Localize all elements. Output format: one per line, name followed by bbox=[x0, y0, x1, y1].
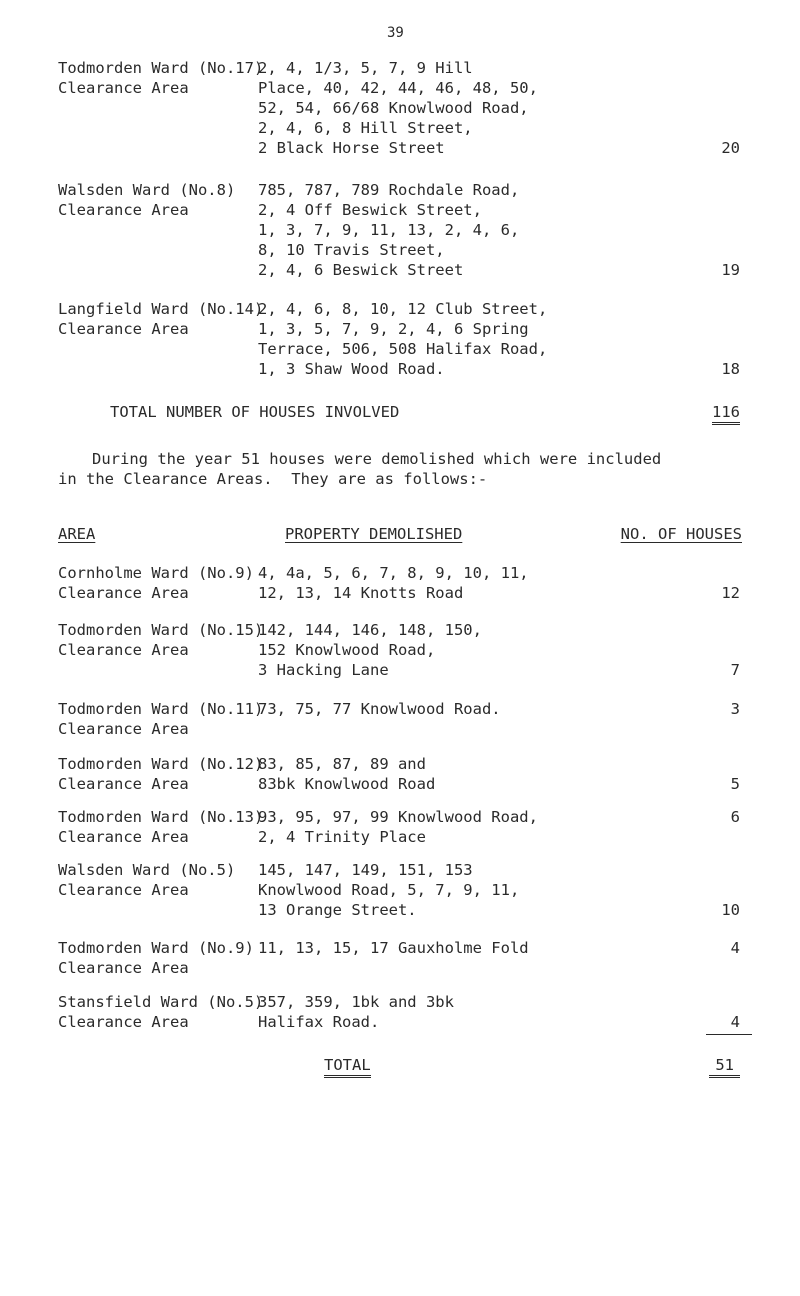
total-houses-value: 116 bbox=[712, 403, 740, 425]
house-count: 12 bbox=[721, 584, 740, 602]
property-line: 142, 144, 146, 148, 150, bbox=[258, 621, 482, 639]
area-type: Clearance Area bbox=[58, 584, 189, 602]
paragraph-line: in the Clearance Areas. They are as follows:- bbox=[58, 470, 488, 488]
property-line: 13 Orange Street. bbox=[258, 901, 417, 919]
area-name: Todmorden Ward (No.17) bbox=[58, 59, 264, 77]
property-line: 1, 3, 7, 9, 11, 13, 2, 4, 6, bbox=[258, 221, 520, 239]
property-line: Place, 40, 42, 44, 46, 48, 50, bbox=[258, 79, 538, 97]
house-count: 18 bbox=[721, 360, 740, 378]
property-line: 4, 4a, 5, 6, 7, 8, 9, 10, 11, bbox=[258, 564, 529, 582]
property-line: 2, 4, 6 Beswick Street bbox=[258, 261, 464, 279]
property-line: 785, 787, 789 Rochdale Road, bbox=[258, 181, 520, 199]
property-line: Halifax Road. bbox=[258, 1013, 380, 1031]
property-line: 83, 85, 87, 89 and bbox=[258, 755, 426, 773]
property-line: 2, 4 Trinity Place bbox=[258, 828, 426, 846]
property-line: 2, 4 Off Beswick Street, bbox=[258, 201, 482, 219]
total-value: 51 bbox=[709, 1056, 740, 1078]
area-type: Clearance Area bbox=[58, 881, 189, 899]
area-type: Clearance Area bbox=[58, 641, 189, 659]
property-line: 2, 4, 6, 8 Hill Street, bbox=[258, 119, 473, 137]
area-type: Clearance Area bbox=[58, 201, 189, 219]
house-count: 4 bbox=[730, 1013, 740, 1031]
area-name: Todmorden Ward (No.9) bbox=[58, 939, 254, 957]
property-line: Terrace, 506, 508 Halifax Road, bbox=[258, 340, 548, 358]
area-name: Walsden Ward (No.8) bbox=[58, 181, 236, 199]
property-line: 83bk Knowlwood Road bbox=[258, 775, 436, 793]
property-line: 3 Hacking Lane bbox=[258, 661, 389, 679]
property-line: 8, 10 Travis Street, bbox=[258, 241, 445, 259]
column-header-area: AREA bbox=[58, 525, 96, 543]
area-name: Todmorden Ward (No.15) bbox=[58, 621, 264, 639]
sum-rule bbox=[706, 1034, 752, 1035]
property-line: 145, 147, 149, 151, 153 bbox=[258, 861, 473, 879]
property-line: 2, 4, 6, 8, 10, 12 Club Street, bbox=[258, 300, 548, 318]
property-line: 2 Black Horse Street bbox=[258, 139, 445, 157]
area-name: Todmorden Ward (No.12) bbox=[58, 755, 264, 773]
house-count: 20 bbox=[721, 139, 740, 157]
page-number: 39 bbox=[387, 25, 404, 41]
area-type: Clearance Area bbox=[58, 828, 189, 846]
property-line: 152 Knowlwood Road, bbox=[258, 641, 436, 659]
property-line: 12, 13, 14 Knotts Road bbox=[258, 584, 464, 602]
area-name: Stansfield Ward (No.5) bbox=[58, 993, 264, 1011]
house-count: 10 bbox=[721, 901, 740, 919]
property-line: 357, 359, 1bk and 3bk bbox=[258, 993, 454, 1011]
total-label: TOTAL bbox=[324, 1058, 371, 1078]
area-type: Clearance Area bbox=[58, 79, 189, 97]
house-count: 5 bbox=[730, 775, 740, 793]
area-type: Clearance Area bbox=[58, 959, 189, 977]
area-type: Clearance Area bbox=[58, 1013, 189, 1031]
property-line: Knowlwood Road, 5, 7, 9, 11, bbox=[258, 881, 520, 899]
total-houses-label: TOTAL NUMBER OF HOUSES INVOLVED bbox=[110, 403, 400, 421]
property-line: 52, 54, 66/68 Knowlwood Road, bbox=[258, 99, 529, 117]
house-count: 7 bbox=[730, 661, 740, 679]
property-line: 1, 3, 5, 7, 9, 2, 4, 6 Spring bbox=[258, 320, 529, 338]
house-count: 19 bbox=[721, 261, 740, 279]
area-name: Todmorden Ward (No.11) bbox=[58, 700, 264, 718]
area-name: Walsden Ward (No.5) bbox=[58, 861, 236, 879]
area-name: Todmorden Ward (No.13) bbox=[58, 808, 264, 826]
area-type: Clearance Area bbox=[58, 775, 189, 793]
property-line: 11, 13, 15, 17 Gauxholme Fold bbox=[258, 939, 529, 957]
column-header-houses: NO. OF HOUSES bbox=[620, 525, 742, 543]
property-line: 93, 95, 97, 99 Knowlwood Road, bbox=[258, 808, 538, 826]
area-type: Clearance Area bbox=[58, 320, 189, 338]
house-count: 4 bbox=[730, 939, 740, 957]
house-count: 3 bbox=[730, 700, 740, 718]
house-count: 6 bbox=[730, 808, 740, 826]
column-header-property: PROPERTY DEMOLISHED bbox=[285, 525, 463, 543]
property-line: 2, 4, 1/3, 5, 7, 9 Hill bbox=[258, 59, 473, 77]
paragraph-line: During the year 51 houses were demolished which were included bbox=[92, 450, 662, 468]
area-name: Cornholme Ward (No.9) bbox=[58, 564, 254, 582]
area-type: Clearance Area bbox=[58, 720, 189, 738]
property-line: 73, 75, 77 Knowlwood Road. bbox=[258, 700, 501, 718]
area-name: Langfield Ward (No.14) bbox=[58, 300, 264, 318]
property-line: 1, 3 Shaw Wood Road. bbox=[258, 360, 445, 378]
